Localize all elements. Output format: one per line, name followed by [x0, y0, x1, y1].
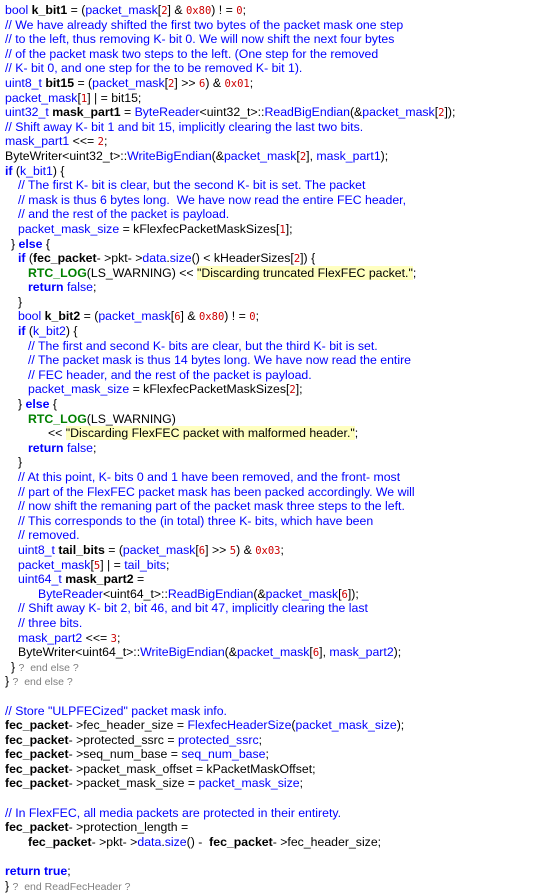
code-token: uint8_t: [5, 75, 46, 90]
code-token: (&: [224, 645, 237, 660]
code-line: [0, 120, 548, 135]
code-line: [0, 776, 548, 791]
code-token: ;: [242, 3, 246, 17]
code-token: fec_packet: [5, 776, 69, 791]
code-token: }: [5, 878, 13, 893]
code-token: fec_packet: [5, 820, 69, 835]
code-token: ],: [319, 645, 330, 660]
code-token: return: [28, 280, 64, 295]
code-token: packet_mask: [18, 557, 91, 572]
code-token: (&: [253, 586, 266, 601]
code-line: [0, 149, 548, 164]
code-token: [: [309, 645, 313, 660]
code-line: [0, 309, 548, 324]
code-token: ? end ReadFecHeader ?: [12, 880, 131, 893]
code-token: ByteWriter<uint64_t>::: [18, 645, 141, 660]
code-token: (: [25, 251, 34, 266]
code-line: [0, 339, 548, 354]
code-token: (LS_WARNING) <<: [86, 265, 198, 280]
code-token: = (: [80, 309, 99, 324]
code-token: 2: [289, 384, 296, 397]
code-token: [: [195, 542, 199, 557]
code-token: 5: [93, 559, 101, 572]
code-token: if: [5, 163, 13, 178]
code-token: k_bit1: [31, 3, 68, 17]
code-token: true: [43, 864, 68, 879]
code-line: [0, 587, 548, 602]
code-token: ByteWriter<uint32_t>::: [5, 148, 128, 163]
code-token: ByteReader: [134, 105, 200, 120]
code-token: mask_part1: [5, 134, 70, 149]
code-token: packet_mask: [362, 105, 435, 120]
code-line: [0, 3, 548, 18]
code-token: ]);: [444, 105, 456, 120]
code-token: protected_ssrc: [177, 732, 259, 747]
code-token: ) ! =: [211, 3, 237, 17]
code-token: k_bit2: [44, 309, 81, 324]
code-line: [0, 660, 548, 675]
code-token: size: [164, 834, 187, 849]
code-token: = (: [74, 75, 93, 90]
code-token: fec_packet: [5, 732, 69, 747]
code-line: [0, 18, 548, 33]
code-line: [0, 835, 548, 850]
code-token: {: [42, 236, 50, 251]
code-line: [0, 91, 548, 106]
code-token: 3: [110, 632, 117, 645]
code-token: fec_packet: [33, 251, 97, 266]
code-token: // The first and second K- bits are clear, but the third K- bit is set.: [28, 338, 378, 353]
code-token: // This corresponds to the (in total) three K- bits, which have been: [18, 513, 374, 528]
code-line: [0, 572, 548, 587]
code-line: [0, 879, 548, 894]
code-token: // Store "ULPFECized" packet mask info.: [5, 703, 227, 718]
code-token: );: [396, 718, 405, 733]
code-token: 2: [293, 253, 301, 266]
code-token: RTC_LOG: [28, 265, 87, 280]
code-token: (: [291, 718, 296, 733]
code-token: [: [164, 75, 169, 90]
code-token: packet_mask: [122, 542, 196, 557]
code-token: if: [18, 251, 26, 266]
code-line: [0, 266, 548, 281]
code-token: ;: [265, 747, 269, 762]
code-token: ]) {: [300, 251, 316, 266]
code-token: ) ! =: [224, 309, 250, 324]
code-token: <<=: [69, 134, 98, 149]
code-token: 0x01: [224, 77, 250, 90]
code-token: }: [18, 397, 26, 412]
code-line: [0, 280, 548, 295]
code-token: =: [133, 572, 145, 587]
code-token: ReadBigEndian: [264, 105, 350, 120]
code-token: [: [338, 586, 342, 601]
code-line: [0, 543, 548, 558]
code-token: - >pkt- >: [91, 834, 138, 849]
code-token: [: [157, 3, 162, 17]
code-line: [0, 601, 548, 616]
code-line: [0, 499, 548, 514]
code-token: ] >>: [174, 75, 199, 90]
code-token: mask_part2: [18, 630, 83, 645]
code-token: (LS_WARNING): [86, 411, 176, 426]
code-token: 6: [312, 647, 320, 660]
code-line: [0, 368, 548, 383]
code-line: [0, 426, 548, 441]
code-token: FlexfecHeaderSize: [187, 718, 292, 733]
code-token: 5: [229, 544, 237, 557]
code-token: ] >>: [205, 542, 230, 557]
code-token: {: [49, 397, 57, 412]
code-line: [0, 733, 548, 748]
code-token: // In FlexFEC, all media packets are protected in their entirety.: [5, 805, 342, 820]
code-token: ;: [116, 630, 121, 645]
code-token: - >protection_length =: [68, 820, 189, 835]
code-token: // Shift away K- bit 1 and bit 15, implicitly clearing the last two bits.: [5, 119, 364, 134]
code-token: = (: [67, 3, 86, 17]
code-line: [0, 412, 548, 427]
code-line: [0, 178, 548, 193]
code-line: [0, 324, 548, 339]
code-token: 1: [279, 223, 286, 236]
code-token: (: [25, 324, 34, 339]
code-line: [0, 689, 548, 704]
code-token: ] | =: [100, 557, 125, 572]
code-token: ;: [258, 732, 263, 747]
code-token: ;: [249, 75, 254, 90]
code-token: return: [28, 440, 64, 455]
code-line: [0, 105, 548, 120]
code-line: [0, 704, 548, 719]
code-line: [0, 47, 548, 62]
code-token: // of the packet mask two steps to the left. (One step for the removed: [5, 46, 379, 61]
code-line: [0, 382, 548, 397]
code-line: [0, 558, 548, 573]
code-token: ] | = bit15;: [87, 90, 142, 105]
code-token: WriteBigEndian: [140, 645, 225, 660]
code-token: packet_mask_size: [295, 718, 397, 733]
code-token: bit15: [45, 75, 75, 90]
code-token: packet_mask_size: [18, 221, 120, 236]
code-line: [0, 222, 548, 237]
code-token: packet_mask: [265, 586, 339, 601]
code-line: [0, 616, 548, 631]
code-token: - >pkt- >: [96, 251, 143, 266]
code-token: 2: [299, 150, 307, 163]
code-token: uint8_t: [18, 542, 59, 557]
code-token: "Discarding FlexFEC packet with malformed header.": [65, 426, 355, 441]
code-token: = (: [104, 542, 123, 557]
code-token: ;: [92, 280, 97, 295]
code-line: [0, 747, 548, 762]
code-token: ]);: [347, 586, 359, 601]
code-token: bool: [5, 3, 32, 17]
code-token: // and the rest of the packet is payload.: [18, 207, 230, 222]
code-token: // to the left, thus removing K- bit 0. We will now shift the next four bytes: [5, 32, 395, 47]
code-line: [0, 718, 548, 733]
code-token: ];: [285, 221, 293, 236]
code-token: =: [120, 105, 135, 120]
code-token: }: [18, 455, 23, 470]
code-token: ;: [280, 542, 284, 557]
code-line: [0, 397, 548, 412]
code-token: // part of the FlexFEC packet mask has been packed accordingly. We will: [18, 484, 415, 499]
code-token: }: [11, 659, 19, 674]
code-token: ByteReader: [38, 586, 103, 601]
code-token: - >packet_mask_offset = kPacketMaskOffset;: [68, 761, 316, 776]
code-token: 0: [249, 311, 256, 324]
code-token: }: [18, 294, 23, 309]
code-line: [0, 164, 548, 179]
code-token: ;: [412, 265, 417, 280]
code-token: // Shift away K- bit 2, bit 46, and bit 47, implicitly clearing the last: [18, 601, 368, 616]
code-line: [0, 849, 548, 864]
code-line: [0, 295, 548, 310]
code-token: ];: [295, 382, 303, 397]
code-token: packet_mask_size: [28, 382, 130, 397]
code-token: bool: [18, 309, 45, 324]
code-token: () -: [186, 834, 210, 849]
code-token: (&: [211, 148, 224, 163]
code-token: fec_packet: [209, 834, 273, 849]
code-token: = kFlexfecPacketMaskSizes[: [129, 382, 290, 397]
code-token: WriteBigEndian: [127, 148, 212, 163]
code-token: ;: [67, 864, 71, 879]
code-token: data: [142, 251, 167, 266]
code-line: [0, 820, 548, 835]
code-token: <uint64_t>::: [102, 586, 168, 601]
code-token: // removed.: [18, 528, 80, 543]
code-token: 6: [198, 544, 206, 557]
code-token: 2: [438, 107, 445, 120]
code-token: ;: [299, 776, 304, 791]
code-token: 6: [174, 311, 181, 324]
code-line: [0, 61, 548, 76]
code-token: ReadBigEndian: [167, 586, 254, 601]
code-token: ) &: [205, 75, 225, 90]
code-token: = kFlexfecPacketMaskSizes[: [119, 221, 280, 236]
code-token: }: [11, 236, 19, 251]
code-token: "Discarding truncated FlexFEC packet.": [197, 265, 413, 280]
code-token: [: [90, 557, 94, 572]
code-line: [0, 762, 548, 777]
code-token: 0x80: [198, 311, 225, 324]
code-token: fec_packet: [28, 834, 92, 849]
code-token: tail_bits: [124, 557, 166, 572]
code-token: packet_mask: [5, 90, 78, 105]
code-token: ;: [92, 440, 97, 455]
code-token: 6: [341, 588, 348, 601]
code-token: uint32_t: [5, 105, 53, 120]
code-token: ;: [103, 134, 108, 149]
code-token: packet_mask: [223, 148, 297, 163]
code-line: [0, 470, 548, 485]
code-line: [0, 193, 548, 208]
code-line: [0, 528, 548, 543]
code-token: // K- bit 0, and one step for the to be removed K- bit 1).: [5, 61, 303, 76]
code-line: [0, 631, 548, 646]
code-line: [0, 514, 548, 529]
code-token: 2: [97, 136, 104, 149]
code-token: );: [393, 645, 402, 660]
code-line: [0, 207, 548, 222]
code-token: () < kHeaderSizes[: [191, 251, 294, 266]
code-token: ;: [354, 426, 359, 441]
code-token: // We have already shifted the first two bytes of the packet mask one step: [5, 17, 404, 32]
code-line: [0, 455, 548, 470]
code-token: .: [161, 834, 165, 849]
code-token: ] &: [180, 309, 199, 324]
code-token: mask_part1: [52, 105, 121, 120]
code-token: (&: [349, 105, 363, 120]
code-line: [0, 353, 548, 368]
code-token: if: [18, 324, 26, 339]
code-token: RTC_LOG: [28, 411, 87, 426]
code-token: packet_mask: [236, 645, 310, 660]
code-line: [0, 674, 548, 689]
code-token: data: [137, 834, 162, 849]
code-line: [0, 237, 548, 252]
code-token: 2: [161, 5, 168, 17]
code-token: // now shift the remaning part of the packet mask three steps to the left.: [18, 499, 405, 514]
code-line: [0, 32, 548, 47]
code-line: [0, 645, 548, 660]
code-token: .: [166, 251, 170, 266]
code-line: [0, 76, 548, 91]
code-token: mask_part1: [316, 148, 381, 163]
code-line: [0, 806, 548, 821]
code-token: mask_part2: [65, 572, 134, 587]
code-token: }: [5, 674, 13, 689]
code-token: // FEC header, and the rest of the packet is payload.: [28, 367, 312, 382]
code-token: ],: [306, 148, 317, 163]
code-token: ) {: [52, 163, 65, 178]
code-token: (: [12, 163, 21, 178]
code-token: else: [18, 236, 43, 251]
code-token: 1: [80, 92, 88, 105]
code-token: mask_part2: [329, 645, 394, 660]
code-token: ;: [165, 557, 170, 572]
code-token: <<=: [82, 630, 111, 645]
code-token: ;: [255, 309, 259, 324]
code-token: // three bits.: [18, 615, 83, 630]
code-token: 6: [198, 77, 206, 90]
code-token: 0: [236, 5, 243, 17]
code-line: [0, 134, 548, 149]
code-token: [: [434, 105, 439, 120]
code-line: [0, 791, 548, 806]
code-token: packet_mask: [92, 75, 165, 90]
code-token: - >fec_header_size =: [68, 718, 188, 733]
code-token: false: [66, 440, 93, 455]
code-token: return: [5, 864, 41, 879]
code-token: [: [296, 148, 300, 163]
code-token: packet_mask: [98, 309, 171, 324]
code-token: fec_packet: [5, 761, 69, 776]
code-token: size: [169, 251, 192, 266]
code-token: ] &: [167, 3, 186, 17]
code-line: [0, 441, 548, 456]
code-line: [0, 864, 548, 879]
code-token: ? end else ?: [12, 676, 73, 689]
code-token: 0x80: [185, 5, 212, 17]
code-token: 0x03: [255, 544, 281, 557]
code-token: k_bit1: [20, 163, 53, 178]
code-token: k_bit2: [33, 324, 66, 339]
code-token: tail_bits: [58, 542, 105, 557]
code-token: fec_packet: [5, 718, 69, 733]
code-token: packet_mask_size: [198, 776, 300, 791]
code-token: - >fec_header_size;: [272, 834, 382, 849]
code-line: [0, 251, 548, 266]
code-token: ? end else ?: [18, 661, 79, 674]
code-token: - >seq_num_base =: [68, 747, 182, 762]
code-token: // At this point, K- bits 0 and 1 have been removed, and the front- most: [18, 470, 401, 484]
code-token: // The packet mask is thus 14 bytes long. We have now read the entire: [28, 353, 412, 368]
code-token: [: [77, 90, 81, 105]
code-token: // mask is thus 6 bytes long. We have now read the entire FEC header,: [18, 192, 407, 207]
code-token: false: [66, 280, 93, 295]
code-token: ) {: [65, 324, 78, 339]
code-token: uint64_t: [18, 572, 66, 587]
code-token: );: [380, 148, 389, 163]
code-token: 2: [168, 77, 175, 90]
code-token: [: [170, 309, 175, 324]
code-line: [0, 485, 548, 500]
code-token: <<: [48, 426, 66, 441]
code-token: - >protected_ssrc =: [68, 732, 178, 747]
code-token: else: [25, 397, 50, 412]
code-token: ) &: [236, 542, 256, 557]
code-token: fec_packet: [5, 747, 69, 762]
code-token: <uint32_t>::: [199, 105, 265, 120]
code-token: packet_mask: [85, 3, 158, 17]
code-token: - >packet_mask_size =: [68, 776, 199, 791]
code-token: // The first K- bit is clear, but the second K- bit is set. The packet: [18, 178, 366, 193]
code-token: seq_num_base: [181, 747, 266, 762]
